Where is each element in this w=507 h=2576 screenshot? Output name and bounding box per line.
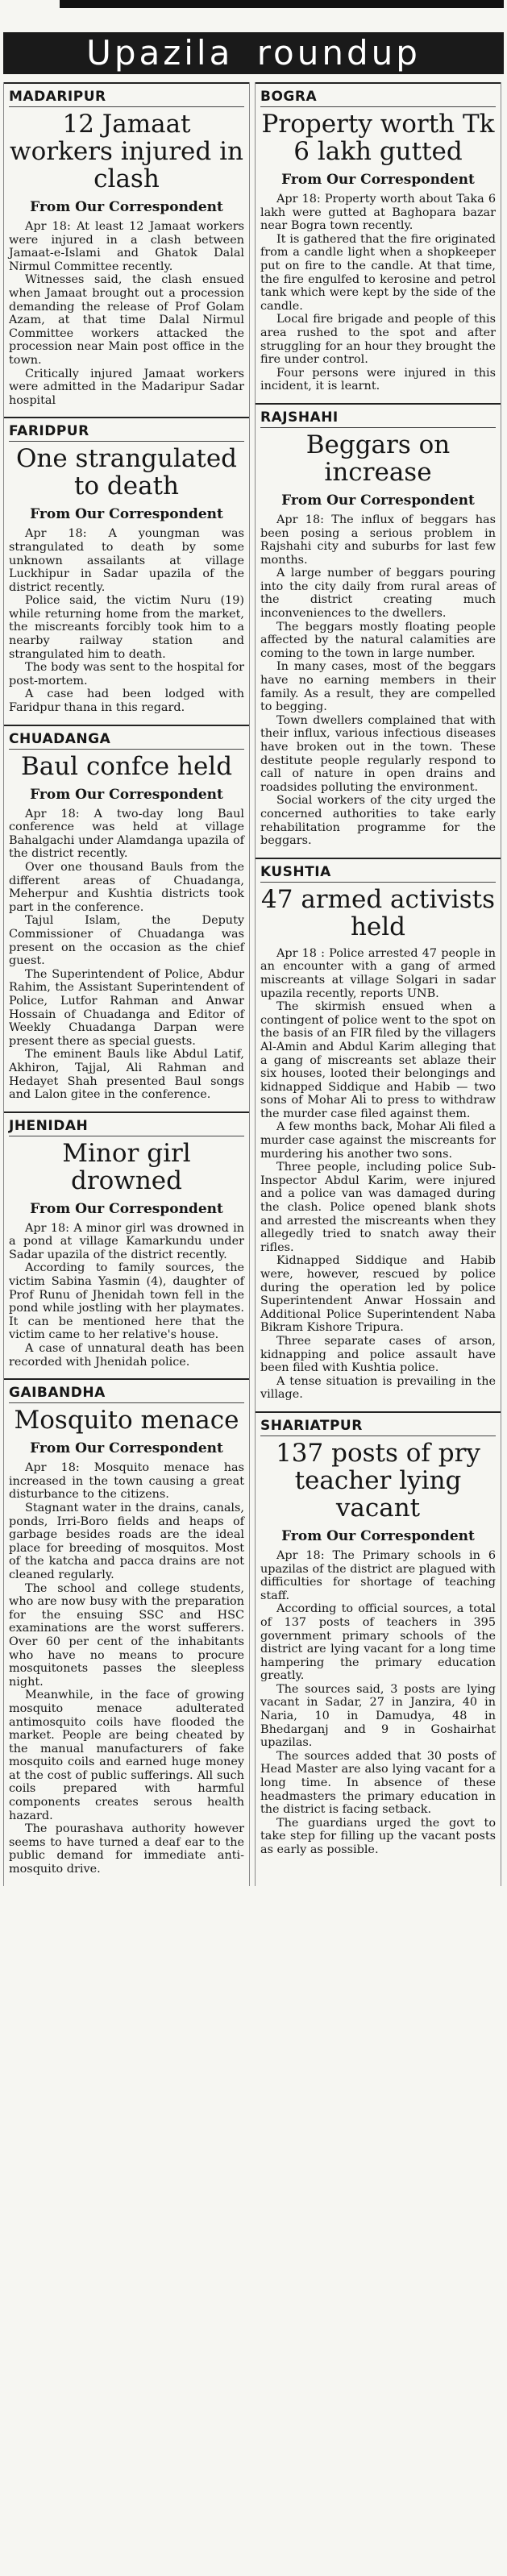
story-paragraph: Kidnapped Siddique and Habib were, however, rescued by police during the operation led by police Superintendent Anwar Hossain and Additional Police Superintendent Naba Bikram Kishore Tripura.	[260, 1254, 496, 1335]
news-story	[256, 1411, 501, 1867]
news-story	[4, 417, 249, 724]
story-paragraph: Apr 18: Property worth about Taka 6 lakh were gutted at Baghopara bazar near Bogra town recently.	[260, 193, 496, 233]
story-byline: From Our Correspondent	[281, 172, 475, 188]
story-headline: Property worth Tk 6 lakh gutted	[261, 110, 495, 166]
story-headline: 137 posts of pry teacher lying vacant	[276, 1438, 480, 1523]
story-paragraph: In many cases, most of the beggars have no earning members in their family. As a result, they are compelled to begging.	[260, 660, 496, 714]
left-column	[3, 82, 250, 1886]
story-paragraph: A case had been lodged with Faridpur thana in this regard.	[9, 688, 244, 715]
story-paragraph: According to family sources, the victim Sabina Yasmin (4), daughter of Prof Runu of Jhenidah town fell in the pond while jostling with her playmates. It can be mentioned here that the victim came to her relative's house.	[9, 1261, 244, 1342]
story-paragraph: Apr 18: A minor girl was drowned in a pond at village Kamarkundu under Sadar upazila of the district recently.	[9, 1221, 244, 1261]
banner-bar	[3, 32, 504, 74]
story-headline: Minor girl drowned	[62, 1138, 191, 1195]
news-story	[256, 403, 501, 858]
story-paragraph: Apr 18: The Primary schools in 6 upazilas of the district are plagued with difficulties for shortage of teaching staff.	[260, 1548, 496, 1602]
story-paragraph: The body was sent to the hospital for post-mortem.	[9, 661, 244, 688]
story-paragraph: The pourashava authority however seems to have turned a deaf ear to the public demand for immediate anti-mosquito drive.	[9, 1822, 244, 1876]
story-dateline: SHARIATPUR	[260, 1413, 496, 1436]
story-dateline: RAJSHAHI	[260, 405, 496, 428]
story-dateline: MADARIPUR	[9, 84, 244, 107]
news-story	[4, 1111, 249, 1379]
story-paragraph: Stagnant water in the drains, canals, ponds, Irri-Boro fields and heaps of garbage besides roads are the ideal place for breeding of mosquitos. Most of the katcha and pacca drains are not cleaned regularly.	[9, 1502, 244, 1581]
story-byline: From Our Correspondent	[30, 1200, 223, 1217]
story-paragraph: Three separate cases of arson, kidnapping and police assault have been filed with Kushtia police.	[260, 1334, 496, 1375]
story-paragraph: The eminent Bauls like Abdul Latif, Akhiron, Tajjal, Ali Rahman and Hedayet Shah presented Baul songs and Lalon gitee in the conference.	[9, 1048, 244, 1102]
story-byline: From Our Correspondent	[30, 506, 223, 523]
news-story	[4, 82, 249, 417]
story-headline: 12 Jamaat workers injured in clash	[10, 110, 243, 193]
story-byline: From Our Correspondent	[281, 1527, 475, 1544]
story-paragraph: Apr 18: The influx of beggars has been posing a serious problem in Rajshahi city and suburbs for last few months.	[260, 513, 496, 567]
story-byline: From Our Correspondent	[281, 492, 475, 509]
story-paragraph: Social workers of the city urged the concerned authorities to take early rehabilitation programme for the beggars.	[260, 794, 496, 848]
story-paragraph: A case of unnatural death has been recorded with Jhenidah police.	[9, 1342, 244, 1369]
story-dateline: GAIBANDHA	[9, 1380, 244, 1403]
story-dateline: FARIDPUR	[9, 418, 244, 442]
story-paragraph: Three people, including police Sub-Inspector Abdul Karim, were injured and a police van was damaged during the clash. Police opened blank shots and arrested the miscreants when they allegedly tried to snatch away their rifles.	[260, 1161, 496, 1254]
story-dateline: BOGRA	[260, 84, 496, 107]
section-title: Upazila roundup	[86, 33, 421, 73]
story-paragraph: Apr 18: A youngman was strangulated to death by some unknown assailants at village Luckhipur in Sadar upazila of the district recently.	[9, 527, 244, 594]
section-banner	[3, 0, 504, 77]
story-paragraph: Town dwellers complained that with their influx, various infectious diseases have broken out in the town. These destitute people regularly respond to call of nature in open drains and roadsides polluting the environment.	[260, 713, 496, 794]
story-paragraph: Police said, the victim Nuru (19) while returning home from the market, the miscreants forcibly took him to a nearby railway station and strangulated him to death.	[9, 594, 244, 661]
story-paragraph: Local fire brigade and people of this area rushed to the spot and after struggling for an hour they brought the fire under control.	[260, 313, 496, 367]
story-dateline: CHUADANGA	[9, 726, 244, 750]
story-paragraph: A tense situation is prevailing in the village.	[260, 1374, 496, 1402]
story-byline: From Our Correspondent	[30, 1440, 223, 1457]
story-paragraph: The beggars mostly floating people affected by the natural calamities are coming to the town in large number.	[260, 620, 496, 660]
story-paragraph: A few months back, Mohar Ali filed a murder case against the miscreants for murdering his another two sons.	[260, 1120, 496, 1161]
news-story	[256, 82, 501, 403]
story-paragraph: The school and college students, who are now busy with the preparation for the ensuing SSC and HSC examinations are the worst sufferers. Over 60 per cent of the inhabitants who have no means to procure mosquitonets passes the sleepless night.	[9, 1581, 244, 1689]
story-paragraph: Witnesses said, the clash ensued when Jamaat brought out a procession demanding the release of Prof Golam Azam, at that time Dalal Nirmul Committee workers attacked the procession near Main post office in the town.	[9, 273, 244, 367]
columns	[3, 82, 504, 1886]
story-paragraph: The sources said, 3 posts are lying vacant in Sadar, 27 in Janzira, 40 in Naria, 10 in Damudya, 48 in Bhedarganj and 9 in Goshairhat upazilas.	[260, 1682, 496, 1750]
story-headline: Baul confce held	[20, 751, 233, 781]
story-paragraph: Apr 18: A two-day long Baul conference was held at village Bahalgachi under Alamdanga upazila of the district recently.	[9, 807, 244, 861]
story-byline: From Our Correspondent	[30, 199, 223, 215]
story-paragraph: The sources added that 30 posts of Head Master are also lying vacant for a long time. In absence of these headmasters the primary education in the district is facing setback.	[260, 1749, 496, 1817]
story-paragraph: Apr 18 : Police arrested 47 people in an encounter with a gang of armed miscreants at village Solgari in sadar upazila recently, reports UNB.	[260, 946, 496, 1000]
news-story	[4, 725, 249, 1111]
story-paragraph: Apr 18: Mosquito menace has increased in the town causing a great disturbance to the citizens.	[9, 1461, 244, 1502]
story-headline: Mosquito menace	[14, 1406, 239, 1435]
story-paragraph: Apr 18: At least 12 Jamaat workers were injured in a clash between Jamaat-e-Islami and Ghatok Dalal Nirmul Committee recently.	[9, 220, 244, 273]
news-story	[256, 858, 501, 1411]
story-paragraph: The skirmish ensued when a contingent of police went to the spot on the basis of an FIR filed by the villagers Al-Amin and Abdul Karim alleging that a gang of miscreants set ablaze their six houses, looted their belongings and kidnapped Siddique and Habib — two sons of Mohar Ali to press to withdraw the murder case filed against them.	[260, 1000, 496, 1120]
news-story	[4, 1378, 249, 1885]
story-paragraph: A large number of beggars pouring into the city daily from rural areas of the district creating much inconveniences to the dwellers.	[260, 567, 496, 621]
story-byline: From Our Correspondent	[30, 786, 223, 803]
story-paragraph: Meanwhile, in the face of growing mosquito menace adulterated antimosquito coils have flooded the market. People are being cheated by the manual manufacturers of fake mosquito coils and earned huge money at the cost of public sufferings. All such coils prepared with harmful components creates serous health hazard.	[9, 1689, 244, 1822]
story-paragraph: The Superintendent of Police, Abdur Rahim, the Assistant Superintendent of Police, Lutfor Rahman and Anwar Hossain of Chuadanga and Editor of Weekly Chuadanga Darpan were present there as special guests.	[9, 967, 244, 1048]
story-paragraph: According to official sources, a total of 137 posts of teachers in 395 government primary schools of the district are lying vacant for a long time hampering the primary education greatly.	[260, 1602, 496, 1683]
story-headline: One strangulated to death	[15, 444, 238, 501]
story-paragraph: Over one thousand Bauls from the different areas of Chuadanga, Meherpur and Kushtia districts took part in the conference.	[9, 861, 244, 914]
story-paragraph: The guardians urged the govt to take step for filling up the vacant posts as early as possible.	[260, 1816, 496, 1856]
story-paragraph: It is gathered that the fire originated from a candle light when a shopkeeper put on fire to the candle. At that time, the fire engulfed to kerosine and petrol tank which were kept by the side of the candle.	[260, 232, 496, 313]
story-headline: Beggars on increase	[305, 430, 451, 487]
story-paragraph: Critically injured Jamaat workers were admitted in the Madaripur Sadar hospital	[9, 367, 244, 407]
story-paragraph: Four persons were injured in this incident, it is learnt.	[260, 366, 496, 393]
story-dateline: KUSHTIA	[260, 859, 496, 883]
right-column	[255, 82, 501, 1886]
story-paragraph: Tajul Islam, the Deputy Commissioner of Chuadanga was present on the occasion as the chief guest.	[9, 914, 244, 968]
banner-top-rule	[60, 0, 504, 8]
story-headline: 47 armed activists held	[261, 884, 495, 941]
story-dateline: JHENIDAH	[9, 1113, 244, 1136]
